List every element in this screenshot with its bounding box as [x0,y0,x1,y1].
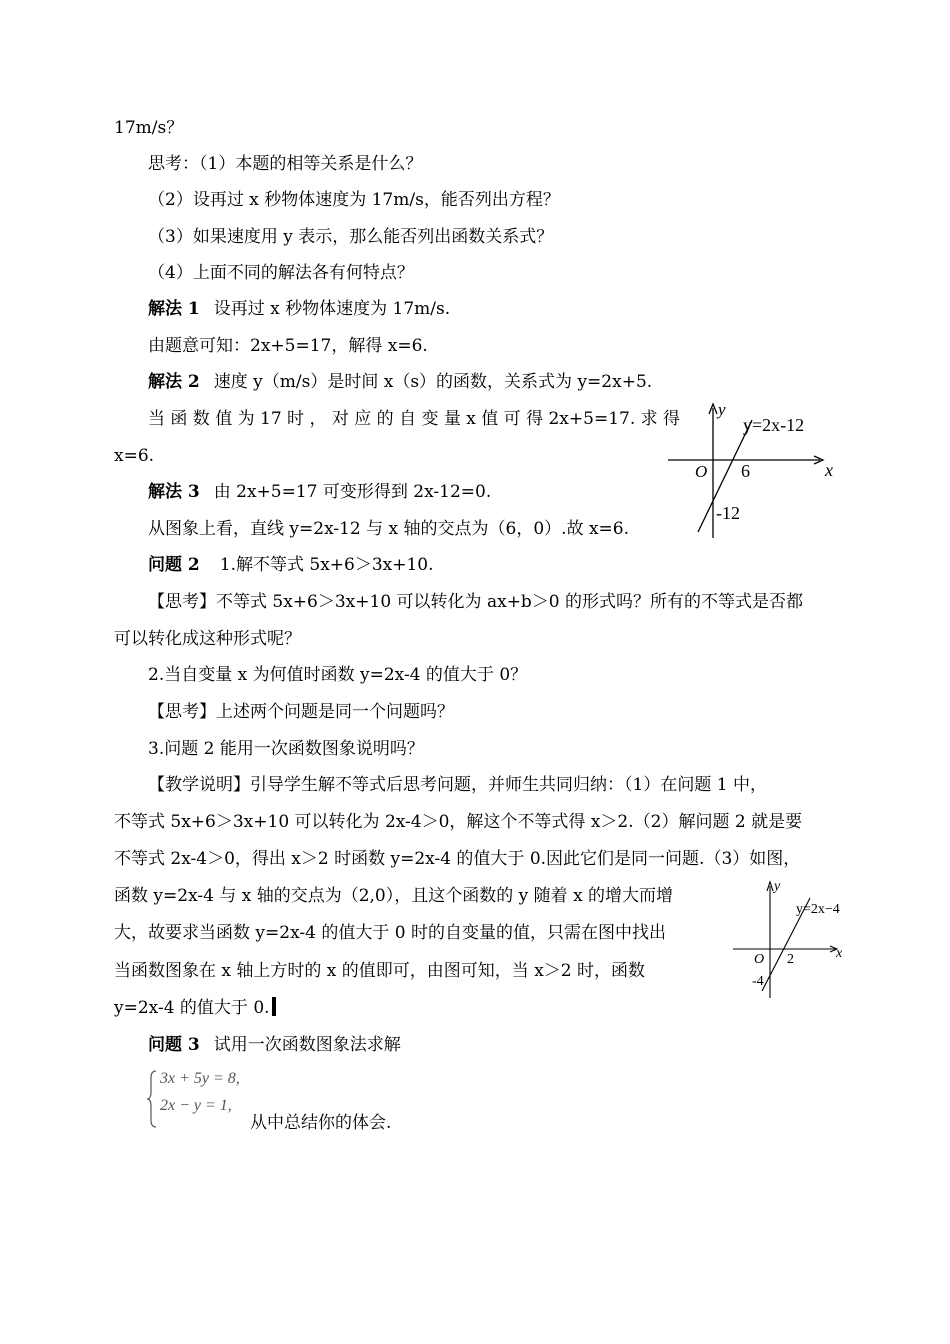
text-line: 不等式 5x+6＞3x+10 可以转化为 2x-4＞0，解这个不等式得 x＞2.（2）解问题 2 就是要 [114,812,803,832]
text-span: 速度 y（m/s）是时间 x（s）的函数，关系式为 y=2x+5. [213,372,653,392]
graph-y-2x-12 [668,398,838,540]
line-label: y=2x−4 [796,902,840,917]
equation-1: 3x + 5y = 8, [160,1070,240,1087]
y-intercept-label: -12 [716,503,740,523]
text-line: 函数 y=2x-4 与 x 轴的交点为（2,0），且这个函数的 y 随着 x 的增大而增 [114,886,674,906]
y-axis-label: y [774,879,781,894]
text-line: 大，故要求当函数 y=2x-4 的值大于 0 时的自变量的值，只需在图中找出 [114,923,666,943]
solution-3-line [148,481,491,503]
x-intercept-label: 2 [787,952,794,967]
problem-label: 问题 2 [148,555,200,575]
text-line: 从中总结你的体会. [250,1113,392,1133]
text-span: y=2x-4 的值大于 0. [114,998,270,1018]
text-line: 由题意可知：2x+5=17，解得 x=6. [148,336,428,356]
text-line: 不等式 2x-4＞0，得出 x＞2 时函数 y=2x-4 的值大于 0.因此它们是同一问题.（3）如图， [114,849,801,869]
text-line: （4）上面不同的解法各有何特点？ [148,263,414,283]
text-line: x=6. [114,446,155,466]
text-line: 3.问题 2 能用一次函数图象说明吗？ [148,739,424,759]
text-line: 【思考】不等式 5x+6＞3x+10 可以转化为 ax+b＞0 的形式吗？所有的不等式是否都 [148,592,804,612]
text-line: （2）设再过 x 秒物体速度为 17m/s，能否列出方程？ [148,190,560,210]
text-line: 当函数图象在 x 轴上方时的 x 的值即可，由图可知，当 x＞2 时，函数 [114,961,645,981]
x-axis-label: x [836,946,843,961]
problem-3-line [148,1034,401,1056]
text-span: 试用一次函数图象法求解 [213,1035,401,1055]
problem-label: 问题 3 [148,1035,200,1055]
graph-y-2x-4 [730,876,855,1001]
text-line: 2.当自变量 x 为何值时函数 y=2x-4 的值大于 0？ [148,665,528,685]
text-line: 17m/s？ [114,118,184,138]
text-span: 设再过 x 秒物体速度为 17m/s. [213,299,451,319]
text-span: 1.解不等式 5x+6＞3x+10. [219,555,434,575]
text-line: 【思考】上述两个问题是同一个问题吗？ [148,702,454,722]
solution-1-line [148,298,450,320]
text-line: 可以转化成这种形式呢？ [114,629,301,649]
text-line [114,997,276,1019]
text-line: 思考：（1）本题的相等关系是什么？ [148,154,423,174]
solution-2-line [148,371,652,393]
x-intercept-label: 6 [741,461,750,481]
text-span: 由 2x+5=17 可变形得到 2x-12=0. [213,482,492,502]
text-cursor [272,997,276,1016]
solution-label: 解法 2 [148,372,200,392]
text-line: （3）如果速度用 y 表示，那么能否列出函数关系式？ [148,227,554,247]
problem-2-line [148,554,434,576]
text-line: 从图象上看，直线 y=2x-12 与 x 轴的交点为（6，0）.故 x=6. [148,519,630,539]
origin-label: O [754,952,765,967]
x-axis-label: x [825,460,833,480]
solution-label: 解法 3 [148,482,200,502]
text-line: 当 函 数 值 为 17 时 ， 对 应 的 自 变 量 x 值 可 得 2x+5=17. 求 得 [148,409,681,429]
equation-2: 2x − y = 1, [160,1097,232,1114]
solution-label: 解法 1 [148,299,200,319]
y-axis-label: y [718,400,726,419]
line-label: y=2x-12 [743,415,805,435]
text-line: 【教学说明】引导学生解不等式后思考问题，并师生共同归纳：（1）在问题 1 中， [148,775,767,795]
origin-label: O [695,462,708,481]
y-intercept-label: -4 [752,974,764,989]
